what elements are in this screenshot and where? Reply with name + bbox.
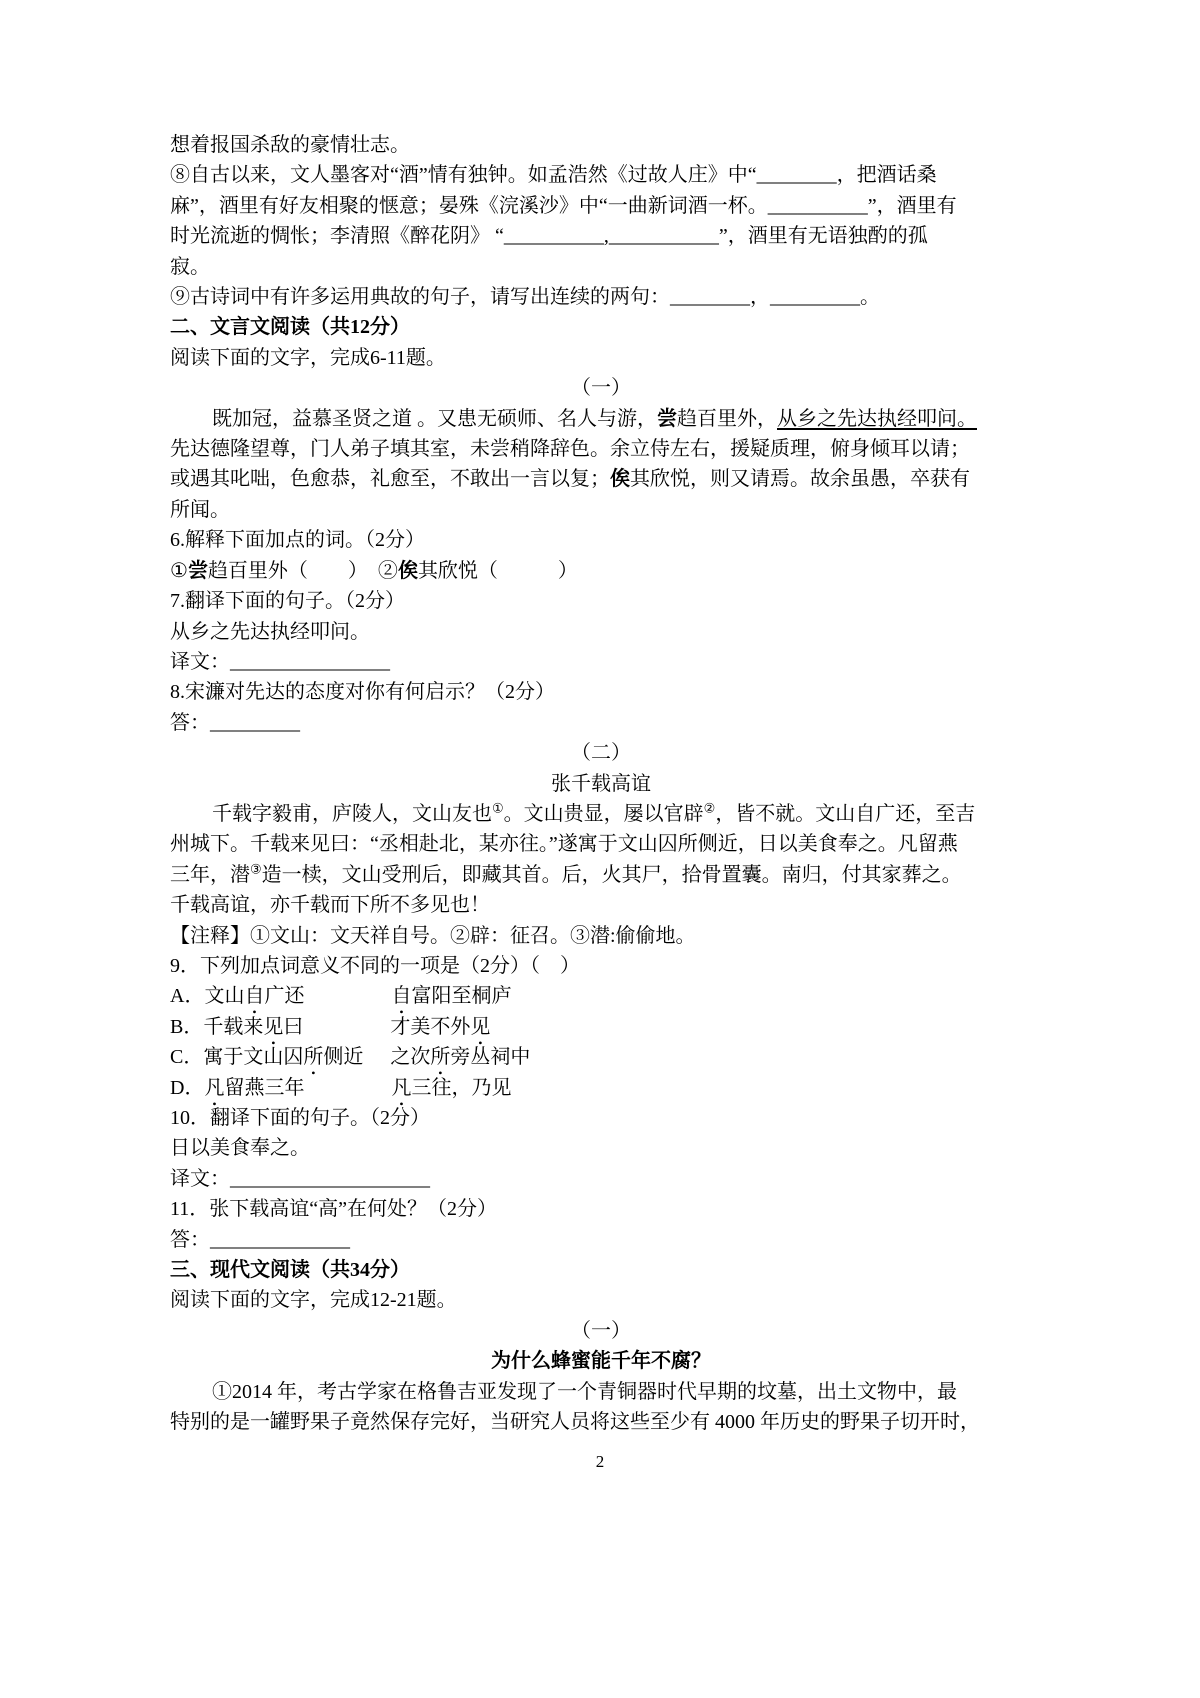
text-segment: 寂。 [170,255,210,278]
text-line [170,1133,1032,1163]
text-line [170,130,1032,160]
text-segment: 为什么蜂蜜能千年不腐？ [491,1350,711,1373]
text-segment: 俟 [610,468,630,491]
text-line [170,556,1032,586]
text-segment: 日以美食奉之。 [170,1137,310,1160]
text-segment: 8.宋濂对先达的态度对你有何启示？（2分） [170,681,555,704]
text-segment: （一） [571,377,631,400]
text-segment: 既加冠，益慕圣贤之道 。又患无硕师、名人与游， [212,407,657,430]
text-segment: 从乡之先达执经叩问。 [777,407,977,430]
text-line [170,647,1032,677]
text-segment: 其欣悦（ ） [417,559,578,582]
text-segment: 二、文言文阅读（共12分） [170,316,410,339]
text-line [170,829,1032,859]
text-segment: 趋百里外（ ） ② [207,559,398,582]
text-line [170,312,1032,342]
text-segment: 尝 [657,407,677,430]
text-segment: 7.翻译下面的句子。（2分） [170,590,405,613]
text-segment: 先达德隆望尊，门人弟子填其室，未尝稍降辞色。余立侍左右，援疑质理，俯身倾耳以请； [170,438,970,461]
text-line [170,252,1032,282]
text-segment: 州城下。千载来见曰：“丞相赴北，某亦往。”遂寓于文山囚所侧近，日以美食奉之。凡留燕 [170,833,958,856]
text-segment: 见 [470,1015,491,1038]
text-segment: 之次 [390,1046,431,1069]
text-segment: 造一椟，文山受刑后，即藏其首。后，火其尸，拾骨置囊。南归，付其家葬之。 [261,863,962,886]
text-segment: 想着报国杀敌的豪情壮志。 [170,134,410,156]
text-line [170,282,1032,312]
text-line [170,1316,1032,1346]
text-line [170,434,1032,464]
text-line [170,404,1032,434]
text-line [170,708,1032,738]
text-line [170,921,1032,951]
text-segment: 广还 [264,985,305,1008]
text-segment: 留燕三年 [224,1076,305,1099]
text-segment: 11．张下载高谊“高”在何处？（2分） [170,1198,498,1221]
text-segment: 或遇其叱咄，色愈恭，礼愈至，不敢出一言以复； [170,468,610,491]
page-number: 2 [595,1452,605,1471]
text-line [170,1194,1032,1224]
text-line [170,1012,1032,1042]
text-segment: 所 [430,1046,451,1069]
text-line [170,738,1032,768]
text-line [170,677,1032,707]
text-segment: 自 [244,985,265,1008]
text-segment: 俟 [397,559,418,582]
text-segment: 千载字毅甫，庐陵人，文山友也 [212,802,492,825]
text-segment: 所闻。 [170,498,230,521]
text-line [170,890,1032,920]
text-segment: 。文山贵显，屡以官辟 [503,802,704,825]
text-line [170,221,1032,251]
text-line [170,951,1032,981]
text-segment: （二） [571,742,631,765]
text-segment: 译文：____________________ [170,1167,430,1190]
text-segment: 其欣悦，则又请焉。故余虽愚，卒获有 [630,468,970,491]
text-line [170,586,1032,616]
text-line [170,1255,1032,1285]
text-segment: ③ [250,861,262,877]
text-line [170,617,1032,647]
text-line [170,1103,1032,1133]
text-segment: 从乡之先达执经叩问。 [170,620,370,643]
text-segment: 所 [303,1046,324,1069]
text-segment: 特别的是一罐野果子竟然保存完好，当研究人员将这些至少有 4000 年历史的野果子切开时， [170,1411,980,1434]
text-segment: 千载高谊，亦千载而下所不多见也！ [170,894,490,917]
text-line [170,981,1032,1011]
text-line [170,191,1032,221]
text-line [170,343,1032,373]
text-segment: 时光流逝的惆怅；李清照《醉花阴》 “__________,___________”，酒里有无语独酌的孤 [170,225,928,248]
text-line [170,1164,1032,1194]
text-segment: ，皆不就。文山自广还，至吉 [715,802,976,825]
text-segment: 张千载高谊 [551,772,651,795]
text-line [170,373,1032,403]
text-line [170,860,1032,890]
text-segment: B．千载来 [170,1015,264,1038]
text-line [170,160,1032,190]
document-body [170,130,1032,1437]
text-line [170,1073,1032,1103]
text-segment: ① [170,559,188,582]
text-segment: ② [703,800,716,816]
text-segment: A．文山 [170,985,245,1008]
text-line [170,1407,1032,1437]
text-segment: （一） [571,1319,631,1342]
text-line [170,1285,1032,1315]
text-segment: ⑧自古以来，文人墨客对“酒”情有独钟。如孟浩然《过故人庄》中“________，把酒话桑 [170,164,937,187]
text-line [170,1042,1032,1072]
text-segment: 三年，潜 [170,863,250,886]
text-segment: 译文：________________ [170,650,390,673]
text-segment: 富阳至桐庐 [411,985,512,1008]
text-segment: 阅读下面的文字，完成12-21题。 [170,1289,457,1312]
text-line [170,799,1032,829]
text-segment: 才美不外 [390,1015,471,1038]
text-segment: 趋百里外， [677,407,777,430]
text-segment: D． [170,1076,205,1099]
text-segment: 答：_________ [170,711,300,734]
text-segment: 旁丛祠中 [450,1046,531,1069]
text-line [170,769,1032,799]
text-segment: 凡 [391,1076,412,1099]
text-line [170,464,1032,494]
text-segment: 侧近 [323,1046,364,1069]
text-line [170,1377,1032,1407]
text-segment: 见 [263,1015,284,1038]
text-segment: 阅读下面的文字，完成6-11题。 [170,346,446,369]
text-segment: 答：______________ [170,1228,350,1251]
text-line [170,1346,1032,1376]
text-segment: 自 [391,985,412,1008]
text-segment: 6.解释下面加点的词。（2分） [170,529,425,552]
text-segment: 曰 [283,1015,304,1038]
text-segment: ⑨古诗词中有许多运用典故的句子，请写出连续的两句：________，_________。 [170,286,880,309]
text-segment: 三往，乃见 [411,1076,512,1099]
text-segment: 麻”，酒里有好友相聚的惬意；晏殊《浣溪沙》中“一曲新词酒一杯。__________”，酒里有 [170,194,957,217]
text-segment: 【注释】①文山：文天祥自号。②辟：征召。③潜:偷偷地。 [170,924,696,947]
text-segment: 9．下列加点词意义不同的一项是（2分）（ ） [170,954,580,977]
text-segment: ①2014 年，考古学家在格鲁吉亚发现了一个青铜器时代早期的坟墓，出土文物中，最 [212,1380,957,1403]
text-line [170,495,1032,525]
text-segment: 三、现代文阅读（共34分） [170,1259,410,1282]
text-line [170,525,1032,555]
text-segment: 凡 [204,1076,225,1099]
text-segment: 10．翻译下面的句子。（2分） [170,1107,430,1129]
text-segment: ① [492,800,504,816]
text-segment: 尝 [187,559,208,582]
text-line [170,1225,1032,1255]
text-segment: C．寓于文山囚 [170,1046,304,1069]
